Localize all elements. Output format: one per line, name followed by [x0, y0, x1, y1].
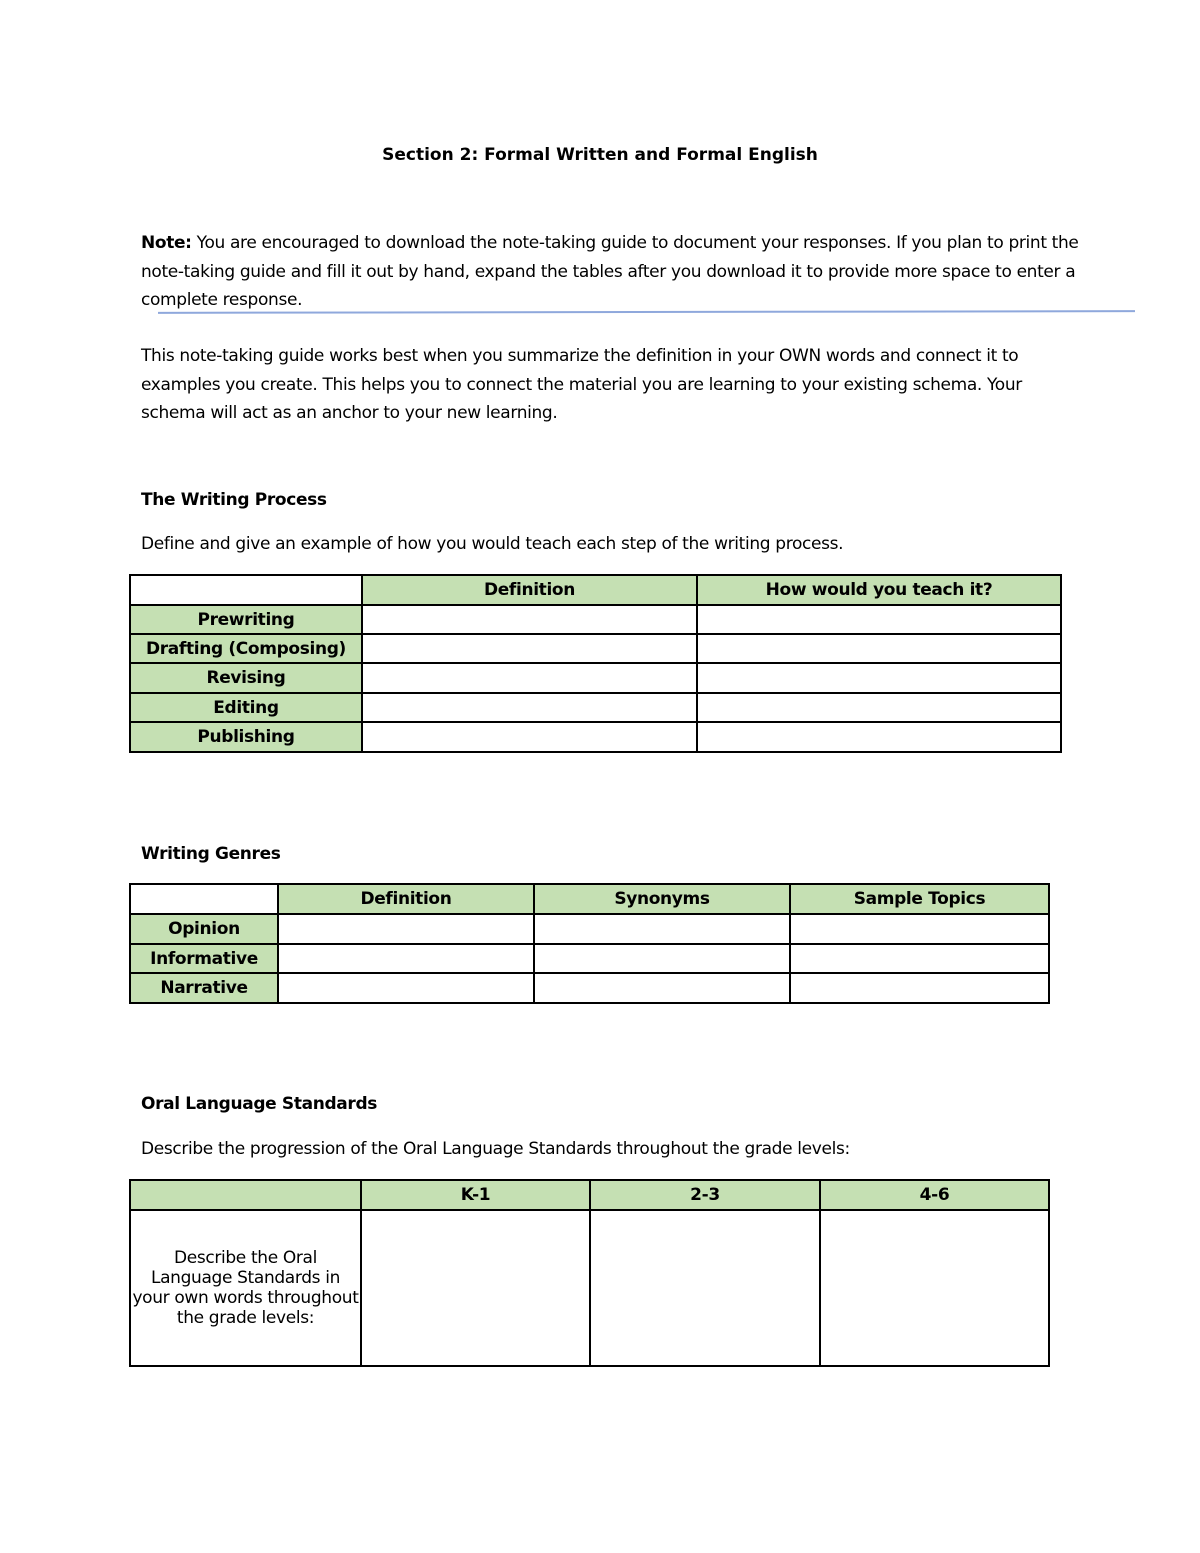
table-row	[130, 914, 1049, 944]
teach-cell[interactable]	[697, 663, 1061, 693]
sample-topics-cell[interactable]	[790, 973, 1049, 1003]
header-cell	[130, 575, 362, 605]
header-cell: How would you teach it?	[697, 575, 1061, 605]
writing-genres-heading: Writing Genres	[141, 844, 281, 864]
table-row	[130, 944, 1049, 973]
writing-process-instruction: Define and give an example of how you would teach each step of the writing process.	[141, 534, 844, 554]
definition-cell[interactable]	[278, 973, 534, 1003]
oral-language-table	[129, 1179, 1050, 1367]
definition-cell[interactable]	[278, 914, 534, 944]
teach-cell[interactable]	[697, 722, 1061, 752]
teach-cell[interactable]	[697, 605, 1061, 634]
synonyms-cell[interactable]	[534, 973, 790, 1003]
row-label: Prewriting	[130, 605, 362, 634]
header-cell	[130, 884, 278, 914]
row-label: Drafting (Composing)	[130, 634, 362, 663]
row-label: Editing	[130, 693, 362, 722]
row-label: Narrative	[130, 973, 278, 1003]
row-label: Opinion	[130, 914, 278, 944]
writing-process-table	[129, 574, 1062, 753]
row-label: Informative	[130, 944, 278, 973]
k1-cell[interactable]	[361, 1210, 590, 1366]
header-cell: Sample Topics	[790, 884, 1049, 914]
table-header-row	[130, 1180, 1049, 1210]
row-label: Publishing	[130, 722, 362, 752]
definition-cell[interactable]	[362, 722, 697, 752]
writing-genres-table	[129, 883, 1050, 1004]
definition-cell[interactable]	[362, 693, 697, 722]
header-cell	[130, 1180, 361, 1210]
table-row	[130, 663, 1061, 693]
sample-topics-cell[interactable]	[790, 914, 1049, 944]
note-text: You are encouraged to download the note-taking guide to document your responses. If you plan to print the note-taking guide and fill it out by hand, expand the tables after you download it to provide more space to enter a complete response.	[141, 233, 1079, 310]
synonyms-cell[interactable]	[534, 944, 790, 973]
definition-cell[interactable]	[362, 663, 697, 693]
table-row	[130, 973, 1049, 1003]
table-header-row	[130, 884, 1049, 914]
table-row	[130, 693, 1061, 722]
definition-cell[interactable]	[362, 605, 697, 634]
sample-topics-cell[interactable]	[790, 944, 1049, 973]
note-label: Note:	[141, 233, 192, 253]
grade-4-6-cell[interactable]	[820, 1210, 1049, 1366]
writing-process-heading: The Writing Process	[141, 490, 327, 510]
table-row	[130, 722, 1061, 752]
row-label: Revising	[130, 663, 362, 693]
grade-2-3-cell[interactable]	[590, 1210, 820, 1366]
table-header-row	[130, 575, 1061, 605]
table-row	[130, 1210, 1049, 1366]
header-cell: K-1	[361, 1180, 590, 1210]
oral-language-heading: Oral Language Standards	[141, 1094, 378, 1114]
header-cell: Synonyms	[534, 884, 790, 914]
header-cell: 2-3	[590, 1180, 820, 1210]
table-row	[130, 634, 1061, 663]
table-row	[130, 605, 1061, 634]
intro-paragraph: This note-taking guide works best when you summarize the definition in your OWN words and connect it to examples you create. This helps you to connect the material you are learning to your existing schema. Your schema will act as an anchor to your new learning.	[141, 346, 1022, 423]
header-cell: 4-6	[820, 1180, 1049, 1210]
header-cell: Definition	[278, 884, 534, 914]
page-title: Section 2: Formal Written and Formal English	[382, 145, 818, 165]
note-paragraph	[141, 229, 1081, 315]
oral-language-instruction: Describe the progression of the Oral Language Standards throughout the grade levels:	[141, 1139, 850, 1159]
header-cell: Definition	[362, 575, 697, 605]
definition-cell[interactable]	[362, 634, 697, 663]
teach-cell[interactable]	[697, 693, 1061, 722]
teach-cell[interactable]	[697, 634, 1061, 663]
synonyms-cell[interactable]	[534, 914, 790, 944]
definition-cell[interactable]	[278, 944, 534, 973]
row-label: Describe the Oral Language Standards in your own words throughout the grade levels:	[130, 1210, 361, 1366]
